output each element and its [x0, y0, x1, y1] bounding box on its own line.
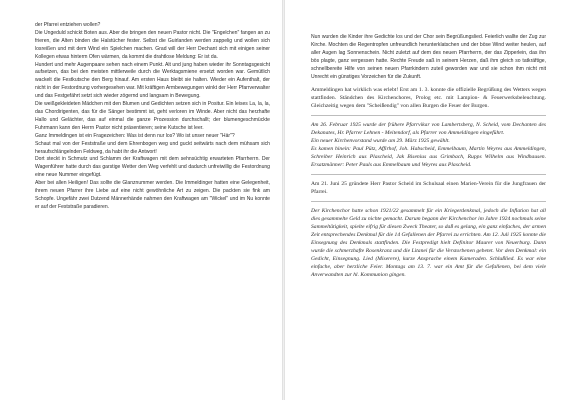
divider-2	[311, 174, 546, 175]
left-page	[0, 0, 282, 400]
right-page-intro: Nun wurden die Kinder ihre Gedichte los und der Chor sein Begrüßungslied. Feierlich wallte der Zug zur Kirche. Mochten die Regentropfen unfreundlich herunterklatschen und der böse Wind weiter heulen, auf aller Augen lag Sonnenschein. Nicht zuletzt auf dem des neuen Pfarrherrn, der das Zipperlein, das ihn bös plagte, ganz vergessen hatte. Rechte Freude saß in seinem Herzen, daß ihm gleich so tatkräftige, schnellbereite Hilfe von seinen neuen Pfarrkindern zuteil geworden war und sie schon ihm nicht mit Unrecht ein günstiges Vorzeichen für die Zukunft.	[311, 34, 546, 80]
left-page-body: der Pfarrei entziehen wollen? Die Ungeduld schickt Boten aus. Aber die bringen den neuen Pastor nicht. Die "Engelchen" fangen an zu frieren, die Alten binden die Halstücher fester. Selbst die Guirlanden werden zappelig und wollen sich losreißen und mit dem Wind ein Spielchen machen. Grad will der Herr Dechant sich mit einigen seiner Kollegen etwas hinterm Ofen wärmen, da kommt die drahtlose Meldung: Er ist da. Hundert und mehr Augenpaare sehen nach einem Punkt. Alt und jung haben wieder ihr Sonntagsgesicht aufsetzen, das bei den meisten mittlerweile durch die Werktagsmiene ersetzt worden war. Gemütlich wackelt die Festkutsche den Berg hinauf. Am ersten Haus bleibt sie halten. Wieder ein Aufenthalt, der nicht in der Festordnung vorhergesehen war. Mit kräftigen Armbewegungen winkt der Herr Pfarrverwalter und das Festgefährt setzt sich wieder zögernd und langsam in Bewegung. Die weißgekleideten Mädchen mit den Blumen und Gedichten setzen sich in Positur. Ein leises La, la, la, das Chordirigenten, das für die Sänger bestimmt ist, geht verloren im Winde. Aber nicht das herzhafte Hallo und Gelächter, das auf einmal die ganze Prozession durchschallt; der blumengeschmückte Fuhrmann kann den Herrn Pastor nicht präsentieren; seine Kutsche ist leer. Ganz Immeldingen ist ein Fragezeichen: Was ist denn nur los? Wo ist unser neuer "Här"? Schaut mal von der Feststraße und dem Ehrenbogen weg und guckt seitwärts nach dem mühsam sich heraufschlängelnden Feldweg, da habt ihr die Antwort! Dort steckt in Schmutz und Schlamm der Kraftwagen mit dem sehnsüchtig erwarteten Pfarrherrn. Der Wagenführer hatte durch das garstige Wetter den Weg verfehlt und dadurch unfreiwillig die Festordnung eine neue Nummer eingefügt. Aber bei allen Heiligen! Das sollte die Glanznummer werden. Die Immeldinger hatten eine Gelegenheit, ihrem neuen Pfarrer ihre Liebe auf eine nicht gewöhnliche Art zu zeigen. Die packten sie fink am Schopfe. Ungefähr zwei Dutzend Männerhände nahmen den Kraftwagen am "Wickel" und im Nu konnte er auf der Feststraße paradieren.	[35, 22, 270, 210]
divider-3	[311, 201, 546, 202]
right-page-note-2: Am 21. Juni 25 gründete Herr Pastor Scheid im Schulsaal einen Marien-Verein für die Jungfrauen der Pfarrei.	[311, 181, 546, 196]
right-page-chronicle-1: Am 26. Februar 1925 wurde der frühere Pfarrvikar von Lambertsberg, N. Scheid, vom Dechanten des Dekanates, Hr. Pfarrer Lehnen - Meitendorf, als Pfarrer von Ammeldingen eingeführt. Ein neuer Kirchenvorstand wurde am 29. März 1925 gewählt. Es kamen hinein: Paul Pütz, Affirhof, Joh. Habscheid, Emmelbaum, Martin Weyres aus Ammeldingen, Schreiber Heinrich aus Plascheid, Jak Bisenius aus Grimbach, Rupps Wilhelm aus Windhausen. Ersatzmänner: Peter Pauls aus Emmelbaum und Weyres aus Plascheid.	[311, 122, 546, 169]
right-page-note-1: Ammeldingen hat wirklich was erlebt! Erst am 1. 3. konnte die offizielle Begrüßung des Wetters wegen stattfinden. Ständchen des Kirchenchores, Prolog etc. mit Lampion- & Feuerwerksbeleuchtung. Gleichzeitig wegen dem "Scheißendig" von allen Burgen die Feuer der Burgen.	[311, 87, 546, 110]
right-page	[285, 0, 566, 400]
right-page-chronicle-2: Der Kirchenchor hatte schon 1921/22 gesammelt für ein Kriegerdenkmal, jedoch die Inflation hat all dies gesammelte Geld zu nichte gemacht. Darum begann der Kirchenchor im Jahre 1924 nochmals seine Sammeltätigkeit, spielte eifrig für diesen Zweck Theater, so daß es gelang, ein ganz einfaches, der armen Zeit entsprechendes Denkmal für die 14 Gefallenen der Pfarrei zu errichten. Am 12. Juli 1925 konnte die Einsegnung des Denkmals stattfinden. Die Festpredigt hielt Definitor Maurer von Neuerburg. Dann wurde die schmerzhafte Rosenkranz und die Litanei für die Verstorbenen gebetet. Vor dem Denkmal: ein Gedicht, Einsegnung. Lied (Miserere), kurze Ansprache einem Kameraden. Schlußlied. Es war eine einfache, aber herzliche Feier. Montags am 13. 7. war ein Amt für die Gefallenen, bei dem viele Anverwandten zur hl. Kommunion gingen.	[311, 208, 546, 279]
divider-1	[311, 115, 546, 116]
